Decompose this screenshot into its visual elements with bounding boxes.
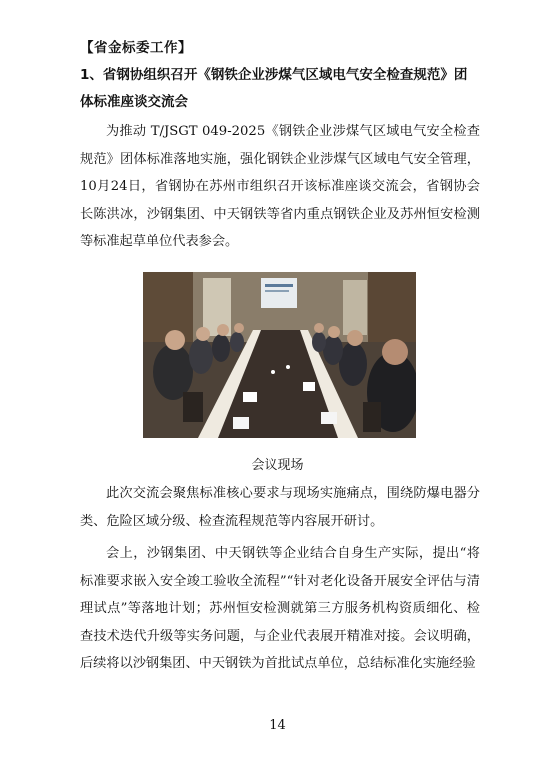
photo-caption: 会议现场 — [251, 458, 304, 473]
section-heading: 【省金标委工作】 — [80, 40, 192, 56]
meeting-photo-illustration — [143, 272, 416, 438]
paragraph-intro: 为推动 T/JSGT 049-2025《钢铁企业涉煤气区域电气安全检查规范》团体标准落地实施，强化钢铁企业涉煤气区域电气安全管理，10月24日，省钢协在苏州市组织召开该标准座谈交流会，省钢协会长陈洪冰，沙钢集团、中天钢铁等省内重点钢铁企业及苏州恒安检测等标准起草单位代表参会。 — [80, 124, 480, 249]
article-title: 1、省钢协组织召开《钢铁企业涉煤气区域电气安全检查规范》团体标准座谈交流会 — [80, 67, 468, 110]
paragraph-discussion: 会上，沙钢集团、中天钢铁等企业结合自身生产实际，提出“将标准要求嵌入安全竣工验收全流程”“针对老化设备开展安全评估与清理试点”等落地计划；苏州恒安检测就第三方服务机构资质细化、检查技术迭代升级等实务问题，与企业代表展开精准对接。会议明确，后续将以沙钢集团、中天钢铁为首批试点单位，总结标准化实施经验 — [80, 546, 480, 671]
paragraph-focus: 此次交流会聚焦标准核心要求与现场实施痛点，围绕防爆电器分类、危险区域分级、检查流程规范等内容展开研讨。 — [80, 486, 480, 529]
page-number: 14 — [269, 718, 286, 733]
meeting-photo — [143, 272, 416, 438]
